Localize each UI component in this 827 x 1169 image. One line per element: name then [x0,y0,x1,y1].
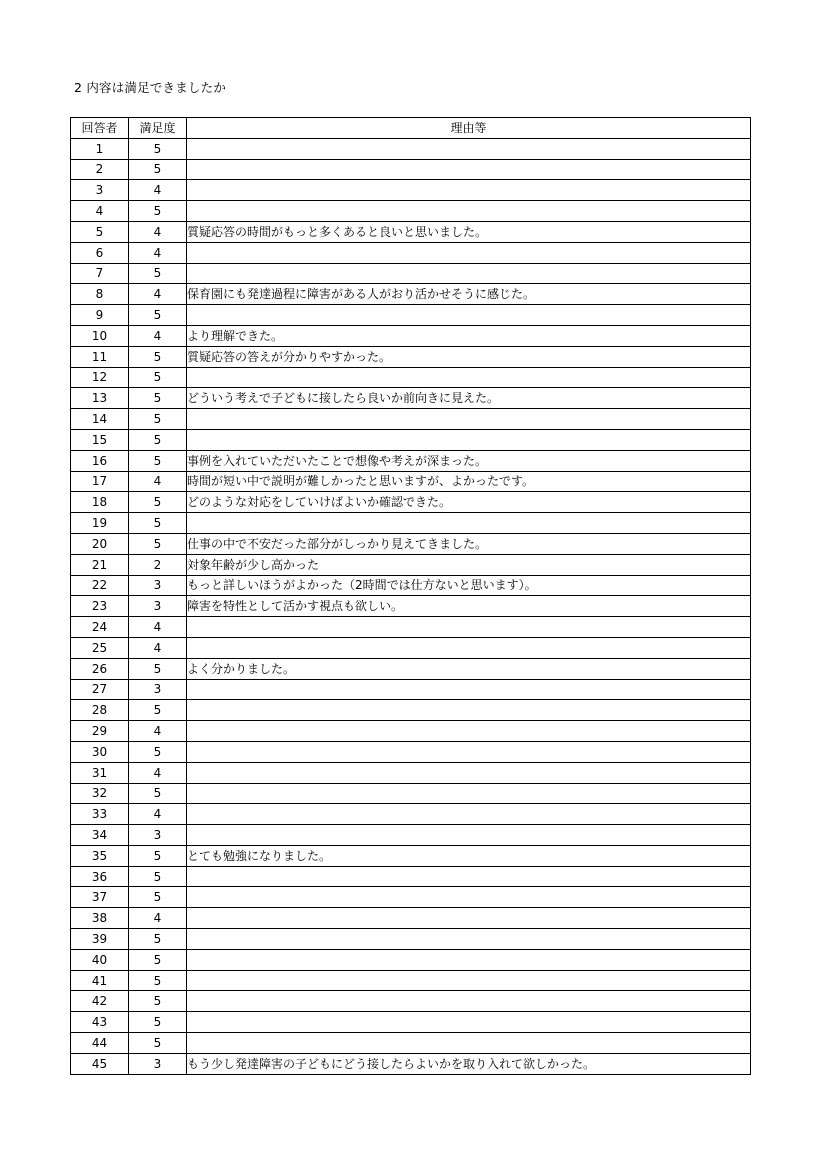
table-row [71,367,751,388]
respondent-number: 15 [71,429,129,450]
table-row [71,554,751,575]
satisfaction-score: 5 [129,970,187,991]
reason-text [187,949,751,970]
satisfaction-score: 5 [129,658,187,679]
respondent-number: 26 [71,658,129,679]
table-row [71,1033,751,1054]
satisfaction-score: 5 [129,409,187,430]
respondent-number: 19 [71,513,129,534]
table-row [71,284,751,305]
satisfaction-score: 5 [129,533,187,554]
respondent-number: 35 [71,845,129,866]
satisfaction-score: 5 [129,929,187,950]
satisfaction-score: 4 [129,325,187,346]
table-row [71,700,751,721]
satisfaction-score: 5 [129,991,187,1012]
satisfaction-score: 5 [129,450,187,471]
reason-text [187,1033,751,1054]
table-row [71,929,751,950]
respondent-number: 45 [71,1053,129,1074]
reason-text [187,263,751,284]
satisfaction-score: 5 [129,429,187,450]
satisfaction-score: 5 [129,845,187,866]
respondent-number: 10 [71,325,129,346]
respondent-number: 36 [71,866,129,887]
respondent-number: 32 [71,783,129,804]
respondent-number: 33 [71,804,129,825]
reason-text [187,700,751,721]
satisfaction-score: 4 [129,284,187,305]
table-row [71,617,751,638]
table-row [71,346,751,367]
respondent-number: 27 [71,679,129,700]
respondent-number: 7 [71,263,129,284]
satisfaction-score: 4 [129,762,187,783]
reason-text [187,159,751,180]
reason-text: 仕事の中で不安だった部分がしっかり見えてきました。 [187,533,751,554]
reason-text: 対象年齢が少し高かった [187,554,751,575]
reason-text: どのような対応をしていけばよいか確認できた。 [187,492,751,513]
satisfaction-score: 5 [129,305,187,326]
respondent-number: 9 [71,305,129,326]
respondent-number: 42 [71,991,129,1012]
survey-results-table [70,117,751,1075]
reason-text [187,804,751,825]
reason-text [187,741,751,762]
reason-text [187,201,751,222]
satisfaction-score: 4 [129,180,187,201]
table-row [71,450,751,471]
satisfaction-score: 5 [129,949,187,970]
satisfaction-score: 4 [129,471,187,492]
satisfaction-score: 5 [129,887,187,908]
table-row [71,159,751,180]
respondent-number: 34 [71,825,129,846]
table-row [71,221,751,242]
table-row [71,388,751,409]
satisfaction-score: 4 [129,617,187,638]
table-row [71,783,751,804]
respondent-number: 39 [71,929,129,950]
respondent-number: 37 [71,887,129,908]
header-respondent: 回答者 [71,118,129,139]
table-row [71,908,751,929]
respondent-number: 44 [71,1033,129,1054]
table-row [71,721,751,742]
reason-text [187,617,751,638]
satisfaction-score: 5 [129,159,187,180]
reason-text [187,367,751,388]
reason-text [187,180,751,201]
reason-text [187,929,751,950]
reason-text [187,1012,751,1033]
satisfaction-score: 5 [129,138,187,159]
respondent-number: 16 [71,450,129,471]
reason-text: もっと詳しいほうがよかった（2時間では仕方ないと思います）。 [187,575,751,596]
satisfaction-score: 5 [129,367,187,388]
respondent-number: 21 [71,554,129,575]
reason-text: 時間が短い中で説明が難しかったと思いますが、よかったです。 [187,471,751,492]
table-row [71,970,751,991]
satisfaction-score: 5 [129,346,187,367]
reason-text [187,138,751,159]
satisfaction-score: 5 [129,866,187,887]
respondent-number: 41 [71,970,129,991]
satisfaction-score: 5 [129,492,187,513]
satisfaction-score: 3 [129,575,187,596]
respondent-number: 25 [71,637,129,658]
table-row [71,263,751,284]
reason-text [187,908,751,929]
table-row [71,825,751,846]
reason-text [187,783,751,804]
reason-text: 保育園にも発達過程に障害がある人がおり活かせそうに感じた。 [187,284,751,305]
reason-text [187,409,751,430]
satisfaction-score: 5 [129,700,187,721]
satisfaction-score: 4 [129,721,187,742]
table-row [71,887,751,908]
table-row [71,575,751,596]
respondent-number: 11 [71,346,129,367]
header-satisfaction: 満足度 [129,118,187,139]
respondent-number: 3 [71,180,129,201]
table-row [71,1012,751,1033]
satisfaction-score: 4 [129,804,187,825]
reason-text: 事例を入れていただいたことで想像や考えが深まった。 [187,450,751,471]
reason-text [187,637,751,658]
respondent-number: 13 [71,388,129,409]
table-row [71,866,751,887]
table-row [71,138,751,159]
reason-text [187,242,751,263]
table-row [71,533,751,554]
reason-text: もう少し発達障害の子どもにどう接したらよいかを取り入れて欲しかった。 [187,1053,751,1074]
table-row [71,471,751,492]
satisfaction-score: 2 [129,554,187,575]
table-row [71,325,751,346]
table-row [71,804,751,825]
table-row [71,492,751,513]
reason-text: よく分かりました。 [187,658,751,679]
reason-text [187,825,751,846]
respondent-number: 17 [71,471,129,492]
table-row [71,201,751,222]
reason-text [187,513,751,534]
reason-text [187,970,751,991]
respondent-number: 18 [71,492,129,513]
table-row [71,949,751,970]
satisfaction-score: 4 [129,242,187,263]
reason-text [187,866,751,887]
satisfaction-score: 4 [129,221,187,242]
respondent-number: 31 [71,762,129,783]
respondent-number: 24 [71,617,129,638]
satisfaction-score: 5 [129,201,187,222]
table-row [71,991,751,1012]
respondent-number: 29 [71,721,129,742]
reason-text: とても勉強になりました。 [187,845,751,866]
reason-text [187,429,751,450]
reason-text: 障害を特性として活かす視点も欲しい。 [187,596,751,617]
respondent-number: 20 [71,533,129,554]
respondent-number: 2 [71,159,129,180]
satisfaction-score: 5 [129,1012,187,1033]
satisfaction-score: 5 [129,263,187,284]
table-row [71,658,751,679]
reason-text [187,887,751,908]
reason-text: 質疑応答の時間がもっと多くあると良いと思いました。 [187,221,751,242]
satisfaction-score: 3 [129,596,187,617]
satisfaction-score: 4 [129,908,187,929]
reason-text [187,305,751,326]
reason-text [187,679,751,700]
respondent-number: 22 [71,575,129,596]
respondent-number: 30 [71,741,129,762]
respondent-number: 23 [71,596,129,617]
reason-text: 質疑応答の答えが分かりやすかった。 [187,346,751,367]
respondent-number: 1 [71,138,129,159]
respondent-number: 40 [71,949,129,970]
table-row [71,679,751,700]
table-row [71,513,751,534]
table-row [71,429,751,450]
satisfaction-score: 4 [129,637,187,658]
satisfaction-score: 5 [129,513,187,534]
respondent-number: 12 [71,367,129,388]
respondent-number: 43 [71,1012,129,1033]
respondent-number: 28 [71,700,129,721]
satisfaction-score: 3 [129,825,187,846]
page-title: 2 内容は満足できましたか [74,80,227,95]
table-row [71,242,751,263]
table-row [71,180,751,201]
satisfaction-score: 3 [129,679,187,700]
respondent-number: 4 [71,201,129,222]
table-body [71,138,751,1074]
respondent-number: 38 [71,908,129,929]
respondent-number: 14 [71,409,129,430]
table-row [71,741,751,762]
reason-text [187,991,751,1012]
satisfaction-score: 5 [129,741,187,762]
respondent-number: 6 [71,242,129,263]
respondent-number: 5 [71,221,129,242]
table-row [71,637,751,658]
satisfaction-score: 5 [129,1033,187,1054]
reason-text: どういう考えで子どもに接したら良いか前向きに見えた。 [187,388,751,409]
table-row [71,845,751,866]
satisfaction-score: 5 [129,783,187,804]
table-row [71,762,751,783]
reason-text [187,762,751,783]
satisfaction-score: 3 [129,1053,187,1074]
table-row [71,1053,751,1074]
satisfaction-score: 5 [129,388,187,409]
reason-text: より理解できた。 [187,325,751,346]
table-header-row [71,118,751,139]
table-row [71,305,751,326]
respondent-number: 8 [71,284,129,305]
header-reason: 理由等 [187,118,751,139]
table-row [71,409,751,430]
table-row [71,596,751,617]
reason-text [187,721,751,742]
